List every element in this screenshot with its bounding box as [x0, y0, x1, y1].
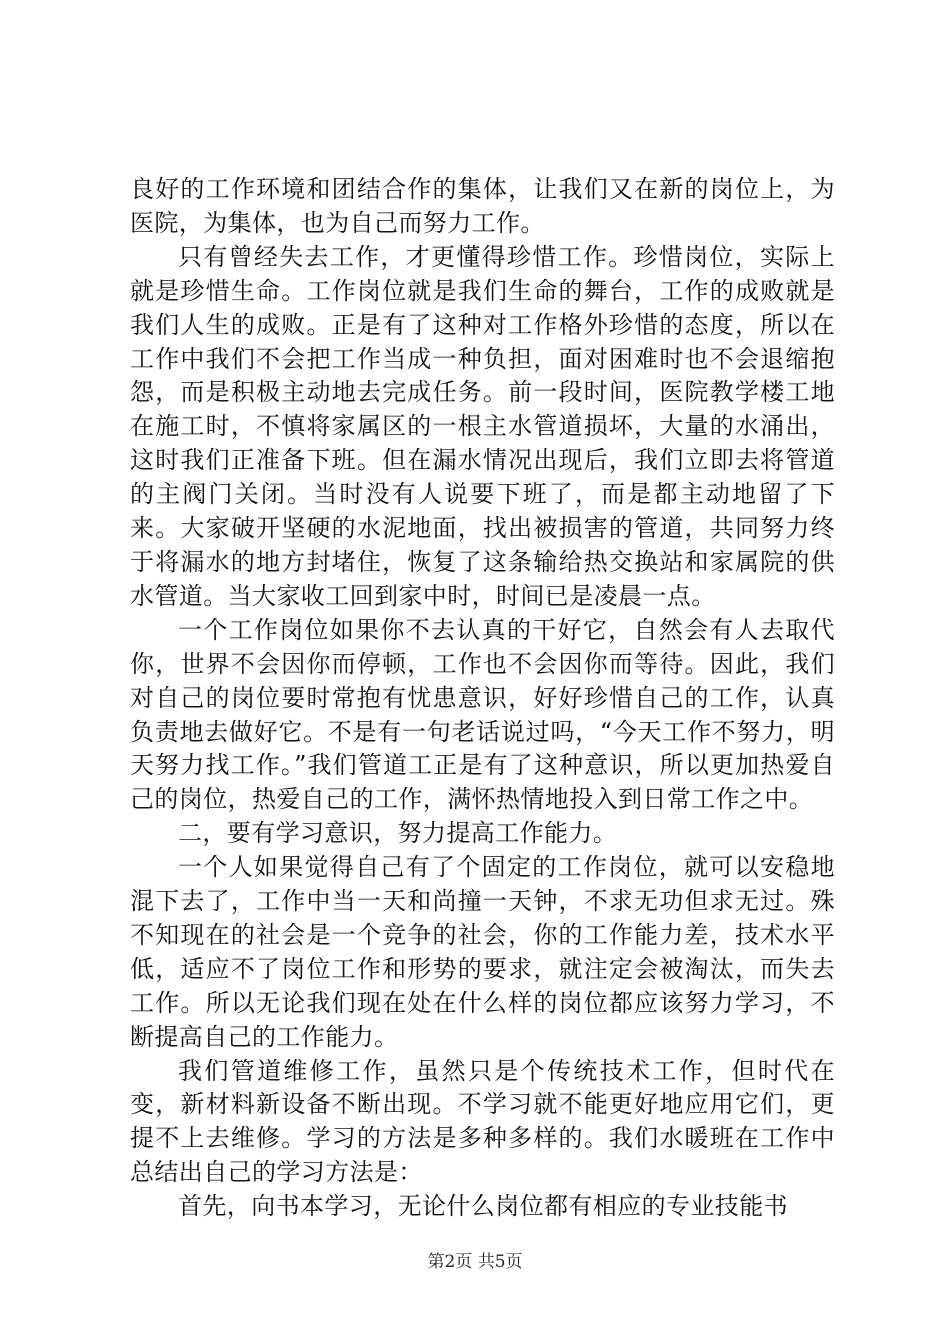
paragraph-6: 首先，向书本学习，无论什么岗位都有相应的专业技能书 [178, 1192, 788, 1221]
paragraph-1: 良好的工作环境和团结合作的集体，让我们又在新的岗位上，为医院，为集体，也为自己而努力工作。 [130, 175, 835, 237]
paragraph-4: 一个人如果觉得自己有了个固定的工作岗位，就可以安稳地混下去了，工作中当一天和尚撞一天钟，不求无功但求无过。殊不知现在的社会是一个竞争的社会，你的工作能力差，技术水平低，适应不了岗位工作和形势的要求，就注定会被淘汰，而失去工作。所以无论我们现在处在什么样的岗位都应该努力学习，不断提高自己的工作能力。 [130, 853, 835, 1051]
paragraph-3: 一个工作岗位如果你不去认真的干好它，自然会有人去取代你，世界不会因你而停顿，工作也不会因你而等待。因此，我们对自己的岗位要时常抱有忧患意识，好好珍惜自己的工作，认真负责地去做好它。不是有一句老话说过吗，“今天工作不努力，明天努力找工作。”我们管道工正是有了这种意识，所以更加热爱自己的岗位，热爱自己的工作，满怀热情地投入到日常工作之中。 [130, 615, 835, 814]
paragraph-5: 我们管道维修工作，虽然只是个传统技术工作，但时代在变，新材料新设备不断出现。不学习就不能更好地应用它们，更提不上去维修。学习的方法是多种多样的。我们水暖班在工作中总结出自己的学习方法是： [130, 1056, 835, 1187]
section-heading: 二，要有学习意识，努力提高工作能力。 [178, 819, 618, 848]
page-footer: 第2页 共5页 [427, 1252, 523, 1272]
document-body [130, 173, 835, 1224]
paragraph-2: 只有曾经失去工作，才更懂得珍惜工作。珍惜岗位，实际上就是珍惜生命。工作岗位就是我们生命的舞台，工作的成败就是我们人生的成败。正是有了这种对工作格外珍惜的态度，所以在工作中我们不会把工作当成一种负担，面对困难时也不会退缩抱怨，而是积极主动地去完成任务。前一段时间，医院教学楼工地在施工时，不慎将家属区的一根主水管道损坏，大量的水涌出，这时我们正准备下班。但在漏水情况出现后，我们立即去将管道的主阀门关闭。当时没有人说要下班了，而是都主动地留了下来。大家破开坚硬的水泥地面，找出被损害的管道，共同努力终于将漏水的地方封堵住，恢复了这条输给热交换站和家属院的供水管道。当大家收工回到家中时，时间已是凌晨一点。 [130, 242, 835, 610]
